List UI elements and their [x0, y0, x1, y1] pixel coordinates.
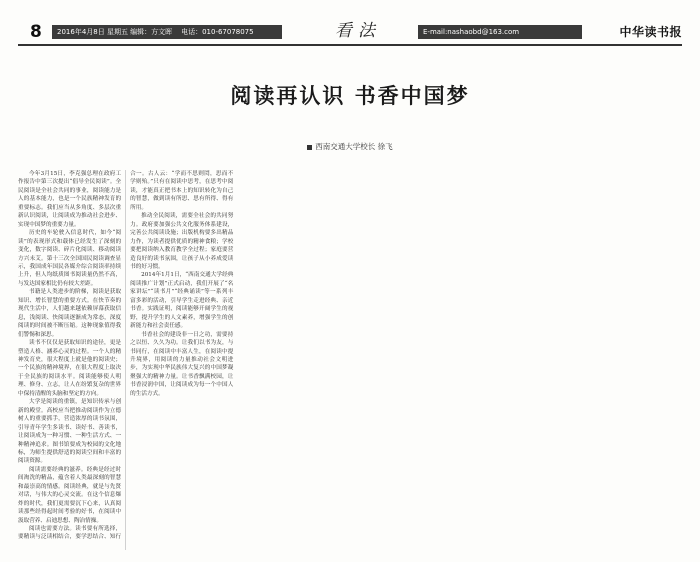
header-email-bar: E-mail:nashaobd@163.com — [418, 25, 582, 39]
body-paragraph: 今年3月15日，李克强总理在政府工作报告中第三次提出“倡导全民阅读”。全民阅读是全社会共同的事业，阅读能力是人的基本能力，也是一个民族精神发育的重要标志。我们应当从多角度、多层次重新认识阅读，让阅读成为推动社会进步、实现中国梦的重要力量。 — [18, 171, 122, 228]
body-paragraph: 书香社会的建设非一日之功，需要持之以恒、久久为功。让我们以书为友，与书同行，在阅读中丰富人生，在阅读中提升境界，用阅读的力量推动社会文明进步，为实现中华民族伟大复兴的中国梦凝聚强大的精神力量。让书香飘满校园，让书香浸润中国，让阅读成为每一个中国人的生活方式。 — [130, 331, 234, 397]
header-info-bar-left — [52, 25, 282, 39]
body-paragraph: 历史的车轮驶入信息时代，如今“阅读”的表现形式和载体已经发生了深刻的变化，数字阅读、碎片化阅读、移动阅读方兴未艾。第十三次全国国民阅读调查显示，我国成年国民各媒介综合阅读率持续上升，但人均纸质图书阅读量仍然不高，与发达国家相比仍有较大差距。 — [18, 230, 122, 287]
body-paragraph: 2014年1月1日，“西南交通大学经典阅读推广计划”正式启动，我们开展了“名家讲坛”“读书月”“经典诵读”等一系列丰富多彩的活动，引导学生走进经典、亲近书香。实践证明，阅读能够开阔学生的视野，提升学生的人文素养，增强学生的创新能力和社会责任感。 — [130, 272, 234, 330]
body-paragraph: 书籍是人类进步的阶梯，阅读是获取知识、增长智慧的重要方式。在快节奏的现代生活中，人们越来越依赖屏幕获取信息，浅阅读、快阅读逐渐成为常态，深度阅读的时间被不断压缩。这种现象值得我们警惕和深思。 — [18, 289, 122, 338]
header-rule — [18, 44, 682, 46]
body-paragraph: 读书不仅仅是获取知识的途径，更是塑造人格、涵养心灵的过程。一个人的精神发育史，很大程度上就是他的阅读史；一个民族的精神境界，在很大程度上取决于全民族的阅读水平。阅读能够使人明理、修身、立志，让人在纷繁复杂的世界中保持清醒的头脑和坚定的方向。 — [18, 340, 122, 397]
article-headline: 阅读再认识 书香中国梦 — [230, 84, 470, 108]
page-number: 8 — [30, 22, 42, 42]
byline-text: 西南交通大学校长 徐飞 — [315, 142, 393, 151]
article-body — [18, 170, 682, 550]
body-paragraph: 推动全民阅读，需要全社会的共同努力。政府要加强公共文化服务体系建设，完善公共阅读设施；出版机构要多出精品力作，为读者提供优质的精神食粮；学校要把阅读纳入教育教学全过程；家庭要营造良好的读书氛围，让孩子从小养成爱读书的好习惯。 — [130, 213, 234, 270]
phone-info: 电话：010-67078075 — [181, 28, 254, 36]
body-paragraph: 阅读需要经典的滋养。经典是经过时间淘洗的精品，蕴含着人类最深刻的智慧和最崇高的情感。阅读经典，就是与先贤对话，与伟大的心灵交流。在这个信息爆炸的时代，我们更需要沉下心来，认真阅读那些经得起时间考验的好书，在阅读中汲取营养、启迪思想、陶冶情操。 — [18, 466, 122, 524]
body-paragraph: 大学是阅读的重镇，是知识传承与创新的殿堂。高校应当把推动阅读作为立德树人的重要抓手，营造浓厚的读书氛围，引导青年学生多读书、读好书、善读书，让阅读成为一种习惯、一种生活方式、一种精神追求。图书馆要成为校园的文化地标，为师生提供舒适的阅读空间和丰富的阅读资源。 — [18, 399, 122, 465]
section-title: 看法 — [335, 21, 381, 41]
article-byline — [18, 141, 682, 152]
body-paragraph: 阅读也需要方法。读书要有所选择，要精读与泛读相结合，要学思结合、知行合一。古人云：“学而不思则罔，思而不学则殆。”只有在阅读中思考，在思考中阅读，才能真正把书本上的知识转化为自己的智慧，做到读有所思、思有所得、得有所用。 — [18, 171, 234, 541]
newspaper-masthead: 中华读书报 — [619, 25, 682, 39]
date-editor-info: 2016年4月8日 星期五 编辑：方文晖 — [57, 28, 173, 36]
byline-square-icon — [307, 145, 312, 150]
page-header — [18, 22, 682, 42]
